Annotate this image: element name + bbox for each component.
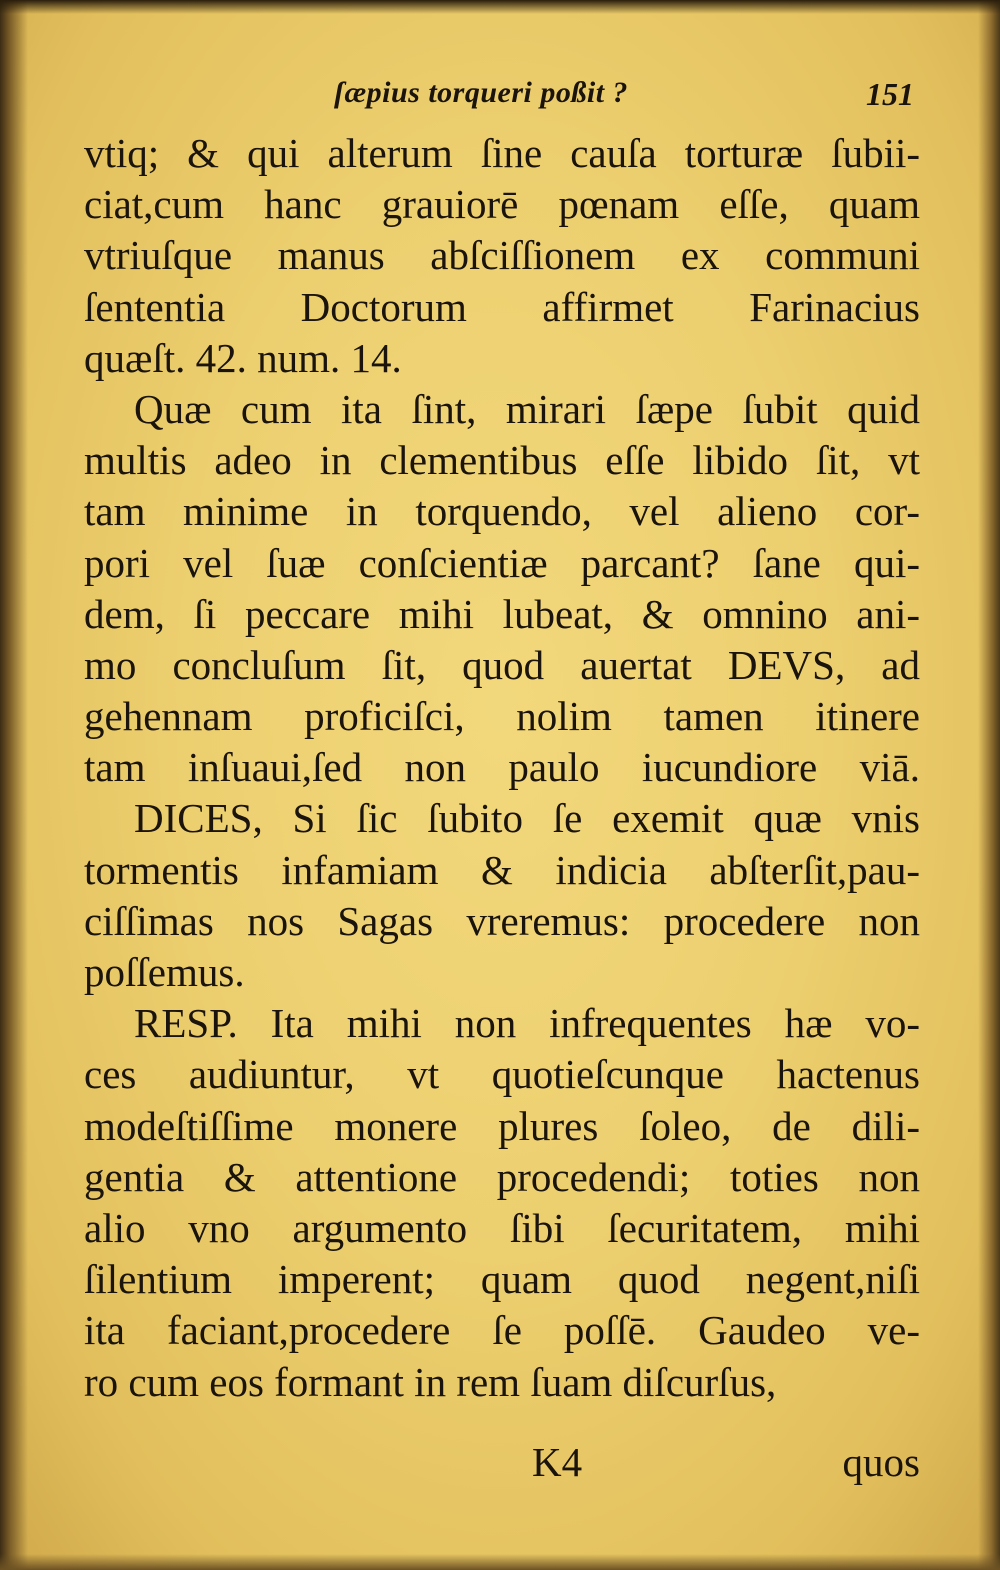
text-line: tam inſuaui,ſed non paulo iucundiore viā.: [84, 744, 920, 791]
left-edge-shadow: [0, 0, 28, 1570]
text-line: mo concluſum ſit, quod auertat DEVS, ad: [84, 641, 920, 688]
text-line: quæſt. 42. num. 14.: [84, 334, 402, 381]
text-line: multis adeo in clementibus eſſe libido ſit, vt: [84, 437, 920, 484]
text-line: Quæ cum ita ſint, mirari ſæpe ſubit quid: [134, 385, 920, 432]
text-line: dem, ſi peccare mihi lubeat, & omnino ani-: [84, 590, 920, 637]
text-line: modeſtiſſime monere plures ſoleo, de dili-: [84, 1102, 920, 1149]
page-header: [84, 72, 920, 124]
body-text: [84, 128, 920, 1408]
top-edge-shadow: [0, 0, 1000, 14]
text-line: poſſemus.: [84, 949, 245, 995]
catchword: quos: [842, 1439, 920, 1485]
text-line: alio vno argumento ſibi ſecuritatem, mihi: [84, 1204, 920, 1251]
text-line: DICES, Si ſic ſubito ſe exemit quæ vnis: [134, 795, 920, 842]
text-line: gehennam proficiſci, nolim tamen itinere: [84, 693, 920, 740]
text-line: vtiq; & qui alterum ſine cauſa torturæ ſubii-: [84, 130, 920, 176]
text-line: pori vel ſuæ conſcientiæ parcant? ſane qui-: [84, 539, 920, 586]
page-footer: [84, 1438, 920, 1490]
text-line: ciſſimas nos Sagas vreremus: procedere non: [84, 897, 920, 944]
page-number: 151: [866, 76, 914, 112]
text-line: tormentis infamiam & indicia abſterſit,pau-: [84, 846, 920, 893]
bottom-edge-shadow: [0, 1554, 1000, 1570]
right-edge-shadow: [978, 0, 1000, 1570]
text-line: ro cum eos formant in rem ſuam diſcurſus,: [84, 1358, 777, 1405]
text-line: ces audiuntur, vt quotieſcunque hactenus: [84, 1051, 920, 1098]
text-line: gentia & attentione procedendi; toties non: [84, 1153, 920, 1200]
text-line: ſententia Doctorum affirmet Farinacius: [84, 283, 920, 330]
signature-mark: K4: [532, 1439, 583, 1485]
text-line: tam minime in torquendo, vel alieno cor-: [84, 488, 920, 535]
text-line: ita faciant,procedere ſe poſſē. Gaudeo ve-: [84, 1307, 920, 1354]
text-line: ſilentium imperent; quam quod negent,niſi: [84, 1256, 920, 1303]
text-line: vtriuſque manus abſciſſionem ex communi: [84, 232, 920, 279]
text-line: RESP. Ita mihi non infrequentes hæ vo-: [134, 1000, 920, 1047]
text-line: ciat,cum hanc grauiorē pœnam eſſe, quam: [84, 181, 920, 228]
running-head: ſæpius torqueri poßit ?: [334, 76, 629, 109]
